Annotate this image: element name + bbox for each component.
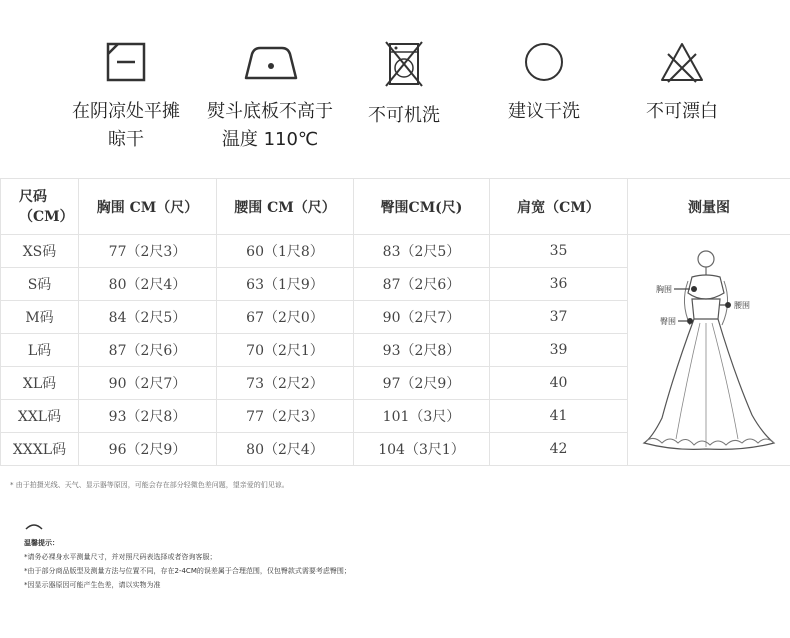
waist-label: 腰围 bbox=[734, 301, 750, 310]
header-waist: 腰围 CM（尺） bbox=[217, 179, 354, 235]
shoulder-cell: 42 bbox=[490, 433, 628, 466]
tips-line: *由于部分商品版型及测量方法与位置不同，存在2-4CM的误差属于合理范围，仅包臀款式需要考虑臀围； bbox=[24, 567, 351, 575]
care-label: 不可漂白 bbox=[646, 101, 718, 122]
care-instructions bbox=[0, 0, 790, 180]
shoulder-cell: 39 bbox=[490, 334, 628, 367]
chest-cell: 96（2尺9） bbox=[79, 433, 217, 466]
waist-cell: 70（2尺1） bbox=[217, 334, 354, 367]
hip-cell: 83（2尺5） bbox=[354, 235, 490, 268]
header-shoulder: 肩宽（CM） bbox=[490, 179, 628, 235]
shoulder-cell: 36 bbox=[490, 268, 628, 301]
care-label: 在阴凉处平摊 晾干 bbox=[72, 101, 180, 150]
do-not-machine-wash-icon bbox=[384, 40, 424, 88]
table-header-row bbox=[1, 179, 790, 235]
size-chart-table bbox=[0, 178, 790, 466]
tips-title: 温馨提示： bbox=[24, 539, 59, 547]
hip-cell: 90（2尺7） bbox=[354, 301, 490, 334]
table-row bbox=[1, 235, 790, 268]
care-label: 熨斗底板不高于 温度 110℃ bbox=[207, 101, 333, 150]
shoulder-cell: 41 bbox=[490, 400, 628, 433]
care-item-dry-clean bbox=[474, 40, 614, 126]
shoulder-cell: 37 bbox=[490, 301, 628, 334]
tips-section bbox=[24, 522, 351, 592]
iron-low-heat-icon bbox=[242, 40, 298, 84]
dry-clean-icon bbox=[522, 40, 566, 84]
waist-cell: 67（2尺0） bbox=[217, 301, 354, 334]
care-label: 不可机洗 bbox=[368, 105, 440, 126]
shoulder-cell: 40 bbox=[490, 367, 628, 400]
tips-line: *请务必裸身水平测量尺寸，并对照尺码表选择或者咨询客服； bbox=[24, 553, 217, 561]
header-size: 尺码 （CM） bbox=[1, 179, 79, 235]
header-measurement-figure: 测量图 bbox=[628, 179, 790, 235]
waist-cell: 80（2尺4） bbox=[217, 433, 354, 466]
hip-cell: 97（2尺9） bbox=[354, 367, 490, 400]
hip-cell: 104（3尺1） bbox=[354, 433, 490, 466]
care-item-no-machine-wash bbox=[334, 40, 474, 130]
hip-label: 臀围 bbox=[660, 317, 676, 326]
shoulder-cell: 35 bbox=[490, 235, 628, 268]
do-not-bleach-icon bbox=[658, 40, 706, 84]
measurement-figure-cell bbox=[628, 235, 790, 466]
size-cell: XXXL码 bbox=[1, 433, 79, 466]
size-cell: L码 bbox=[1, 334, 79, 367]
chest-cell: 87（2尺6） bbox=[79, 334, 217, 367]
size-cell: XS码 bbox=[1, 235, 79, 268]
care-item-iron bbox=[200, 40, 340, 154]
size-cell: M码 bbox=[1, 301, 79, 334]
chest-cell: 93（2尺8） bbox=[79, 400, 217, 433]
size-cell: XXL码 bbox=[1, 400, 79, 433]
size-cell: XL码 bbox=[1, 367, 79, 400]
chest-cell: 90（2尺7） bbox=[79, 367, 217, 400]
header-chest: 胸围 CM（尺） bbox=[79, 179, 217, 235]
hip-cell: 87（2尺6） bbox=[354, 268, 490, 301]
hip-cell: 93（2尺8） bbox=[354, 334, 490, 367]
tips-line: *因显示器原因可能产生色差，请以实物为准 bbox=[24, 581, 161, 589]
care-item-dry-flat bbox=[56, 40, 196, 154]
hip-cell: 101（3尺） bbox=[354, 400, 490, 433]
dress-measurement-figure-icon bbox=[634, 243, 784, 453]
waist-cell: 77（2尺3） bbox=[217, 400, 354, 433]
care-item-no-bleach bbox=[612, 40, 752, 126]
care-label: 建议干洗 bbox=[508, 101, 580, 122]
chest-cell: 77（2尺3） bbox=[79, 235, 217, 268]
waist-cell: 60（1尺8） bbox=[217, 235, 354, 268]
chest-cell: 84（2尺5） bbox=[79, 301, 217, 334]
color-difference-note: * 由于拍摄光线、天气、显示器等原因，可能会存在部分轻微色差问题，望亲爱的们见谅。 bbox=[10, 481, 289, 489]
waist-cell: 63（1尺9） bbox=[217, 268, 354, 301]
chest-label: 胸围 bbox=[656, 285, 672, 294]
size-cell: S码 bbox=[1, 268, 79, 301]
dry-flat-shade-icon bbox=[104, 40, 148, 84]
chest-cell: 80（2尺4） bbox=[79, 268, 217, 301]
header-hip: 臀围CM(尺) bbox=[354, 179, 490, 235]
waist-cell: 73（2尺2） bbox=[217, 367, 354, 400]
